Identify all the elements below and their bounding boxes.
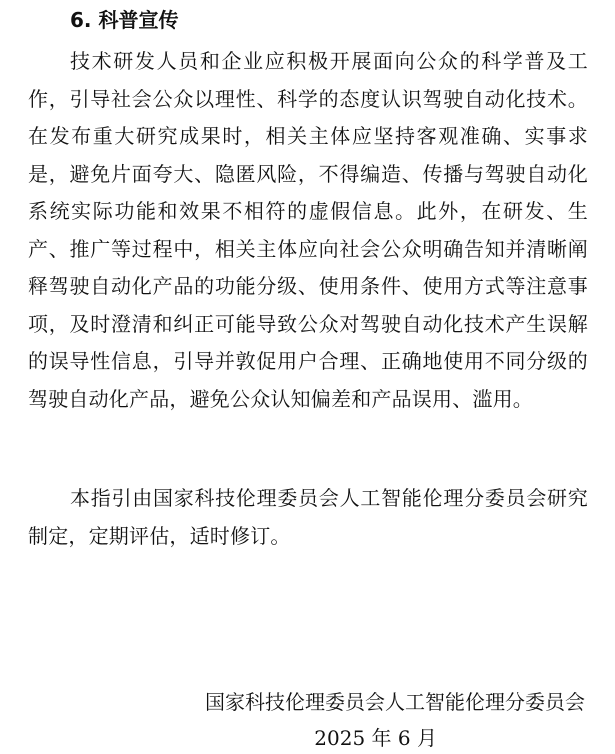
paragraph-science-popularization: 技术研发人员和企业应积极开展面向公众的科学普及工作，引导社会公众以理性、科学的态度认识驾驶自动化技术。在发布重大研究成果时，相关主体应坚持客观准确、实事求是，避免片面夸大、隐匿风险，不得编造、传播与驾驶自动化系统实际功能和效果不相符的虚假信息。此外，在研发、生产、推广等过程中，相关主体应向社会公众明确告知并清晰阐释驾驶自动化产品的功能分级、使用条件、使用方式等注意事项，及时澄清和纠正可能导致公众对驾驶自动化技术产生误解的误导性信息，引导并敦促用户合理、正确地使用不同分级的驾驶自动化产品，避免公众认知偏差和产品误用、滥用。 — [28, 49, 588, 411]
paragraph-guideline-statement: 本指引由国家科技伦理委员会人工智能伦理分委员会研究制定，定期评估，适时修订。 — [28, 486, 588, 548]
signature-date: 2025 年 6 月 — [314, 726, 437, 750]
section-heading: 6. 科普宣传 — [70, 8, 179, 32]
signature-organization: 国家科技伦理委员会人工智能伦理分委员会 — [205, 690, 585, 714]
